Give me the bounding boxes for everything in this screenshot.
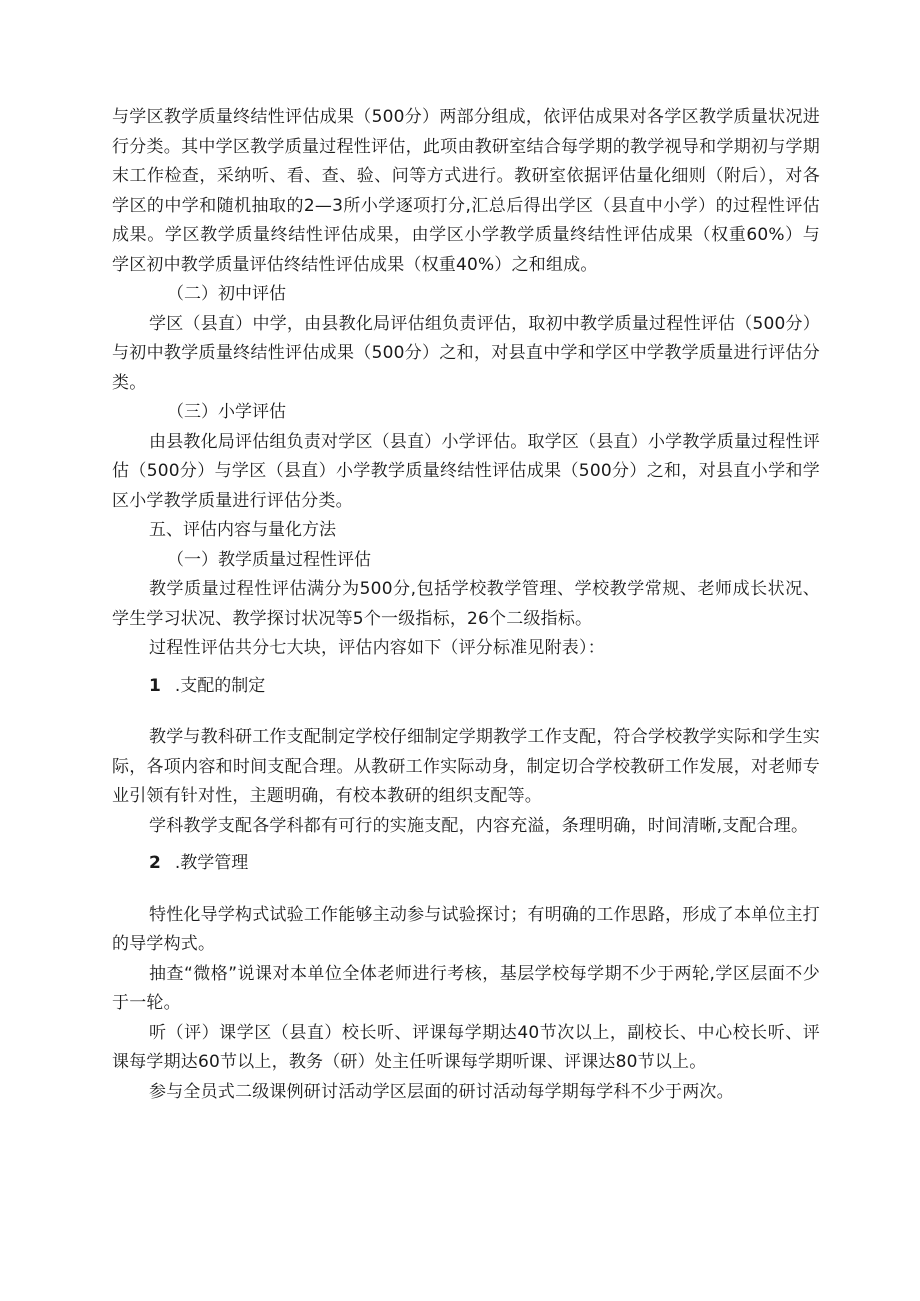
heading-number: 2 — [149, 853, 161, 873]
paragraph-micro-lesson: 抽查“微格”说课对本单位全体老师进行考核，基层学校每学期不少于两轮,学区层面不少于一轮。 — [112, 963, 820, 1013]
heading-number: 1 — [149, 675, 161, 696]
paragraph-primary-evaluation: 由县教化局评估组负责对学区（县直）小学评估。取学区（县直）小学教学质量过程性评估（500分）与学区（县直）小学教学质量终结性评估成果（500分）之和，对县直小学和学区小学教学质量进行评估分类。 — [112, 431, 820, 511]
heading-junior-evaluation: （二）初中评估 — [167, 284, 286, 304]
heading-teaching-management — [112, 849, 820, 879]
paragraph-process-scoring: 教学质量过程性评估满分为500分,包括学校教学管理、学校教学常规、老师成长状况、学生学习状况、教学探讨状况等5个一级指标，26个二级指标。 — [112, 579, 820, 629]
heading-text: .支配的制定 — [174, 675, 266, 696]
paragraph-case-study: 参与全员式二级课例研讨活动学区层面的研讨活动每学期每学科不少于两次。 — [149, 1081, 734, 1102]
paragraph-evaluation-overview: 与学区教学质量终结性评估成果（500分）两部分组成，依评估成果对各学区教学质量状况进行分类。其中学区教学质量过程性评估，此项由教研室结合每学期的教学视导和学期初与学期末工作检查，采纳听、看、查、验、问等方式进行。教研室依据评估量化细则（附后），对各学区的中学和随机抽取的2—3所小学逐项打分,汇总后得出学区（县直中小学）的过程性评估成果。学区教学质量终结性评估成果，由学区小学教学质量终结性评估成果（权重60%）与学区初中教学质量评估终结性评估成果（权重40%）之和组成。 — [112, 107, 820, 275]
paragraph-junior-evaluation: 学区（县直）中学，由县教化局评估组负责评估，取初中教学质量过程性评估（500分）与初中教学质量终结性评估成果（500分）之和，对县直中学和学区中学教学质量进行评估分类。 — [112, 313, 820, 393]
heading-plan-making — [112, 672, 820, 702]
paragraph-subject-plan: 学科教学支配各学科都有可行的实施支配，内容充溢，条理明确，时间清晰,支配合理。 — [149, 815, 809, 836]
paragraph-guided-learning: 特性化导学构式试验工作能够主动参与试验探讨；有明确的工作思路，形成了本单位主打的导学构式。 — [112, 904, 820, 954]
heading-text: .教学管理 — [174, 853, 249, 873]
heading-process-evaluation: （一）教学质量过程性评估 — [167, 549, 371, 570]
paragraph-process-blocks: 过程性评估共分七大块，评估内容如下（评分标准见附表）： — [149, 638, 605, 658]
paragraph-lesson-observation: 听（评）课学区（县直）校长听、评课每学期达40节次以上，副校长、中心校长听、评课每学期达60节以上，教务（研）处主任听课每学期听课、评课达80节以上。 — [112, 1022, 820, 1072]
heading-primary-evaluation: （三）小学评估 — [167, 402, 286, 422]
paragraph-work-plan: 教学与教科研工作支配制定学校仔细制定学期教学工作支配，符合学校教学实际和学生实际，各项内容和时间支配合理。从教研工作实际动身，制定切合学校教研工作发展，对老师专业引领有针对性，主题明确，有校本教研的组织支配等。 — [112, 727, 820, 806]
heading-section-five: 五、评估内容与量化方法 — [149, 520, 336, 540]
